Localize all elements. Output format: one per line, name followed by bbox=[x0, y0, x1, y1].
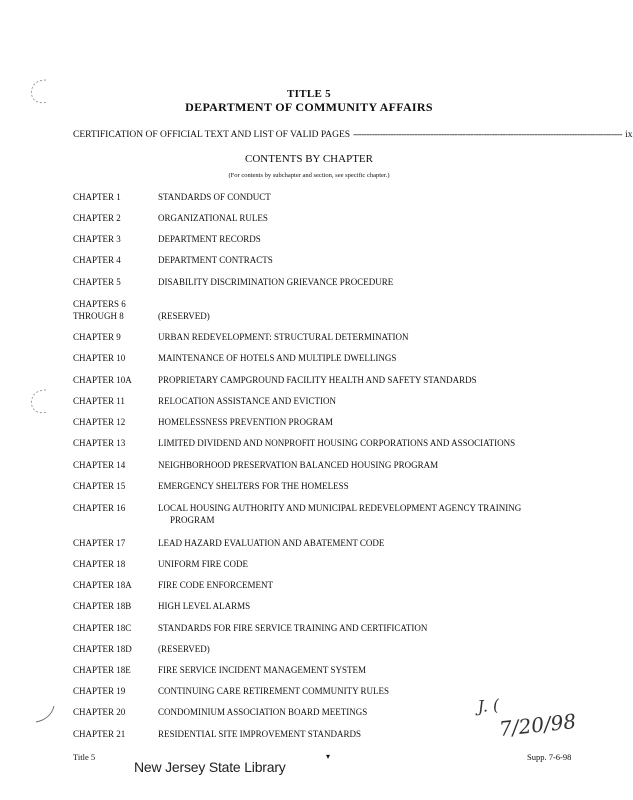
chapter-title-text: ORGANIZATIONAL RULES bbox=[158, 213, 268, 223]
certification-page: ix bbox=[625, 130, 633, 140]
chapter-number-text: CHAPTER 13 bbox=[73, 438, 126, 448]
chapter-number bbox=[73, 664, 158, 676]
chapter-number-text: CHAPTER 18D bbox=[73, 644, 132, 654]
chapter-row bbox=[73, 537, 593, 549]
footer-supplement: Supp. 7-6-98 bbox=[527, 752, 572, 762]
chapter-title bbox=[158, 664, 593, 676]
chapter-number-text: CHAPTER 1 bbox=[73, 192, 121, 202]
handwritten-date: 7/20/98 bbox=[498, 709, 578, 741]
chapter-title-text: EMERGENCY SHELTERS FOR THE HOMELESS bbox=[158, 481, 349, 491]
chapter-title bbox=[158, 276, 593, 288]
chapter-title bbox=[158, 643, 593, 655]
chapter-number-text: CHAPTER 4 bbox=[73, 255, 121, 265]
chapter-row bbox=[73, 437, 593, 449]
chapter-title-continued: PROGRAM bbox=[170, 515, 215, 525]
chapter-title-text: FIRE SERVICE INCIDENT MANAGEMENT SYSTEM bbox=[158, 665, 366, 675]
chapter-title-text: DEPARTMENT RECORDS bbox=[158, 234, 261, 244]
chapter-title-text: CONTINUING CARE RETIREMENT COMMUNITY RULES bbox=[158, 686, 389, 696]
chapter-number bbox=[73, 298, 158, 322]
chapter-title-text: CONDOMINIUM ASSOCIATION BOARD MEETINGS bbox=[158, 707, 368, 717]
chapter-row bbox=[73, 459, 593, 471]
chapter-title bbox=[158, 233, 593, 245]
chapter-number bbox=[73, 579, 158, 591]
chapter-number-text: CHAPTER 2 bbox=[73, 213, 121, 223]
hole-punch-mark bbox=[26, 386, 56, 416]
chapter-number-text: CHAPTER 21 bbox=[73, 729, 126, 739]
chapter-title bbox=[158, 579, 593, 591]
contents-heading: CONTENTS BY CHAPTER bbox=[245, 153, 373, 165]
chapter-number bbox=[73, 622, 158, 634]
chapter-title bbox=[158, 558, 593, 570]
chapter-number-text: CHAPTER 16 bbox=[73, 503, 126, 513]
chapter-number-text: CHAPTERS 6 bbox=[73, 299, 126, 309]
chapter-title-text: NEIGHBORHOOD PRESERVATION BALANCED HOUSING PROGRAM bbox=[158, 460, 439, 470]
chapter-number bbox=[73, 276, 158, 288]
chapter-title-text: PROPRIETARY CAMPGROUND FACILITY HEALTH AND SAFETY STANDARDS bbox=[158, 375, 477, 385]
chapter-number-text: CHAPTER 18A bbox=[73, 580, 132, 590]
chapter-number-text: CHAPTER 17 bbox=[73, 538, 126, 548]
chapter-title bbox=[158, 502, 593, 526]
chapter-title bbox=[158, 298, 593, 322]
chapter-row bbox=[73, 331, 593, 343]
chapter-row bbox=[73, 480, 593, 492]
chapter-number bbox=[73, 233, 158, 245]
chapter-title-text: (RESERVED) bbox=[158, 644, 210, 654]
chapter-number-text: CHAPTER 15 bbox=[73, 481, 126, 491]
chapter-number bbox=[73, 502, 158, 526]
chapter-title bbox=[158, 191, 593, 203]
chapter-title bbox=[158, 416, 593, 428]
dot-leader: ----------------------------------------------------------------------------------------------------- bbox=[353, 130, 623, 140]
chapter-row bbox=[73, 664, 593, 676]
chapter-title-text: HIGH LEVEL ALARMS bbox=[158, 601, 251, 611]
chapter-number-text: CHAPTER 18E bbox=[73, 665, 131, 675]
chapter-number bbox=[73, 352, 158, 364]
chapter-title bbox=[158, 331, 593, 343]
chapter-title-text: RELOCATION ASSISTANCE AND EVICTION bbox=[158, 396, 337, 406]
chapter-number bbox=[73, 480, 158, 492]
chapter-row bbox=[73, 298, 593, 322]
chapter-number-text: CHAPTER 18C bbox=[73, 623, 132, 633]
chapter-number bbox=[73, 437, 158, 449]
chapter-row bbox=[73, 395, 593, 407]
chapter-title-text: LIMITED DIVIDEND AND NONPROFIT HOUSING CORPORATIONS AND ASSOCIATIONS bbox=[158, 438, 516, 448]
chapter-title-text: DEPARTMENT CONTRACTS bbox=[158, 255, 273, 265]
chapter-number-text: CHAPTER 18B bbox=[73, 601, 132, 611]
chapter-row bbox=[73, 352, 593, 364]
chapter-number-text: CHAPTER 20 bbox=[73, 707, 126, 717]
chapter-number bbox=[73, 685, 158, 697]
chapter-number-text: CHAPTER 5 bbox=[73, 277, 121, 287]
chapter-row bbox=[73, 276, 593, 288]
chapter-number-text: CHAPTER 11 bbox=[73, 396, 125, 406]
chapter-number bbox=[73, 600, 158, 612]
chapter-title-text: STANDARDS OF CONDUCT bbox=[158, 192, 271, 202]
chapter-number-text: CHAPTER 12 bbox=[73, 417, 126, 427]
chapter-title bbox=[158, 537, 593, 549]
chapter-row bbox=[73, 600, 593, 612]
chapter-title-text: MAINTENANCE OF HOTELS AND MULTIPLE DWELLINGS bbox=[158, 353, 397, 363]
chapter-row bbox=[73, 212, 593, 224]
chapter-number-text: CHAPTER 19 bbox=[73, 686, 126, 696]
chapter-row bbox=[73, 254, 593, 266]
chapter-number bbox=[73, 254, 158, 266]
chapter-number bbox=[73, 395, 158, 407]
chapter-title bbox=[158, 622, 593, 634]
chapter-number bbox=[73, 537, 158, 549]
chapter-row bbox=[73, 643, 593, 655]
chapter-number bbox=[73, 459, 158, 471]
chapter-title-text: LEAD HAZARD EVALUATION AND ABATEMENT CODE bbox=[158, 538, 385, 548]
contents-note: (For contents by subchapter and section, see specific chapter.) bbox=[228, 172, 390, 179]
chapter-number-text: CHAPTER 3 bbox=[73, 234, 121, 244]
chapter-title bbox=[158, 212, 593, 224]
chapter-number-continued: THROUGH 8 bbox=[73, 311, 124, 321]
chapter-title bbox=[158, 352, 593, 364]
chapter-number bbox=[73, 706, 158, 718]
chapter-title-text: HOMELESSNESS PREVENTION PROGRAM bbox=[158, 417, 334, 427]
chapter-title bbox=[158, 374, 593, 386]
chapter-number bbox=[73, 643, 158, 655]
footer-title: Title 5 bbox=[73, 752, 96, 762]
handwritten-annotation bbox=[448, 692, 608, 742]
chapter-number bbox=[73, 212, 158, 224]
chapter-title-text: FIRE CODE ENFORCEMENT bbox=[158, 580, 274, 590]
chapter-row bbox=[73, 579, 593, 591]
chapter-number-text: CHAPTER 9 bbox=[73, 332, 121, 342]
chapter-title bbox=[158, 480, 593, 492]
chapter-title-text: DISABILITY DISCRIMINATION GRIEVANCE PROCEDURE bbox=[158, 277, 394, 287]
certification-line bbox=[73, 130, 633, 140]
chapter-title bbox=[158, 254, 593, 266]
certification-label: CERTIFICATION OF OFFICIAL TEXT AND LIST OF VALID PAGES bbox=[73, 130, 351, 140]
chapter-number-text: CHAPTER 18 bbox=[73, 559, 126, 569]
chapter-title-text: (RESERVED) bbox=[158, 311, 210, 321]
chapter-title bbox=[158, 395, 593, 407]
chapter-number bbox=[73, 191, 158, 203]
chapter-row bbox=[73, 416, 593, 428]
library-stamp: New Jersey State Library bbox=[134, 759, 286, 775]
chapter-row bbox=[73, 374, 593, 386]
chapter-row bbox=[73, 622, 593, 634]
chapter-number-text: CHAPTER 10 bbox=[73, 353, 126, 363]
title-number: TITLE 5 bbox=[287, 88, 331, 100]
hole-punch-mark bbox=[32, 704, 62, 726]
chapter-row bbox=[73, 558, 593, 570]
chapter-row bbox=[73, 502, 593, 526]
chapter-number bbox=[73, 374, 158, 386]
handwritten-initials: J. ( bbox=[476, 695, 500, 716]
chapter-row bbox=[73, 233, 593, 245]
department-name: DEPARTMENT OF COMMUNITY AFFAIRS bbox=[185, 100, 433, 114]
chapter-title-text: STANDARDS FOR FIRE SERVICE TRAINING AND CERTIFICATION bbox=[158, 623, 428, 633]
chapter-number bbox=[73, 558, 158, 570]
chapter-title bbox=[158, 600, 593, 612]
chapter-title-text: URBAN REDEVELOPMENT: STRUCTURAL DETERMINATION bbox=[158, 332, 409, 342]
chapter-title-text: LOCAL HOUSING AUTHORITY AND MUNICIPAL REDEVELOPMENT AGENCY TRAINING bbox=[158, 503, 522, 513]
chapter-title bbox=[158, 437, 593, 449]
chapter-row bbox=[73, 191, 593, 203]
chapter-number bbox=[73, 416, 158, 428]
chapter-title-text: UNIFORM FIRE CODE bbox=[158, 559, 249, 569]
chapter-number-text: CHAPTER 14 bbox=[73, 460, 126, 470]
page-arrow: ▾ bbox=[326, 752, 331, 761]
chapter-title bbox=[158, 459, 593, 471]
chapter-number bbox=[73, 331, 158, 343]
chapter-number-text: CHAPTER 10A bbox=[73, 375, 132, 385]
chapter-title-text: RESIDENTIAL SITE IMPROVEMENT STANDARDS bbox=[158, 729, 362, 739]
chapter-number bbox=[73, 728, 158, 740]
